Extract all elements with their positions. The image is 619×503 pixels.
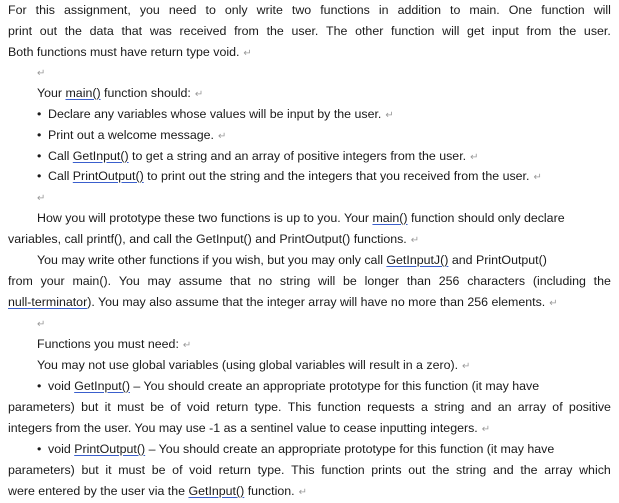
paragraph-mark: ↵ [533, 172, 542, 183]
text-run: Functions you must need: [37, 337, 179, 351]
paragraph-mark: ↵ [37, 193, 46, 204]
text-run: function. [244, 484, 295, 498]
word: was [149, 24, 172, 38]
word: parameters) [8, 463, 75, 477]
underlined-term: PrintOutput() [72, 169, 144, 183]
word: the [64, 24, 82, 38]
word: only [224, 3, 248, 17]
word: and [470, 400, 492, 414]
prototype-line-1 [37, 208, 565, 229]
text-run: You may write other functions if you wish, but you may only call [37, 253, 387, 267]
getinput-desc-line-3 [8, 418, 490, 440]
word: function [391, 24, 435, 38]
word: of [172, 463, 183, 477]
bullet-icon: • [37, 149, 42, 163]
text-run: integers from the user. You may use -1 as a sentinel value to cease inputting integers. [8, 421, 478, 435]
word: will [318, 274, 336, 288]
empty-paragraph [37, 313, 45, 335]
word: get [467, 24, 485, 38]
paragraph-mark: ↵ [217, 131, 227, 142]
word: string [279, 274, 311, 288]
main-should-heading [37, 83, 203, 105]
text-run: Call [48, 169, 73, 183]
bullet-item-declare [37, 104, 394, 126]
word: must [118, 463, 146, 477]
word: this [35, 3, 55, 17]
text-run: Call [48, 149, 73, 163]
word: of [170, 400, 181, 414]
text-run: function should: [100, 86, 191, 100]
word: to [450, 3, 461, 17]
word: it [105, 463, 112, 477]
word: user. [291, 24, 319, 38]
word: return [215, 400, 249, 414]
word: void [186, 400, 210, 414]
text-run: How you will prototype these two functions is up to you. Your [37, 211, 373, 225]
word: your [40, 274, 65, 288]
intro-line-1 [8, 0, 611, 21]
word: addition [397, 3, 441, 17]
word: and [492, 463, 514, 477]
empty-paragraph [37, 62, 45, 84]
word: requests [367, 400, 415, 414]
bullet-item-welcome [37, 125, 226, 147]
word: string [434, 400, 465, 414]
word: in [378, 3, 389, 17]
bullet-icon: • [37, 169, 42, 183]
word: functions [320, 3, 370, 17]
word: may [147, 274, 171, 288]
word: This [291, 463, 315, 477]
other-functions-line-1 [37, 250, 547, 271]
text-run: Both functions must have return type void. [8, 45, 240, 59]
word: the [559, 24, 577, 38]
paragraph-mark: ↵ [37, 68, 46, 79]
text-run: – You should create an appropriate prototype for this function (it may have [145, 442, 555, 456]
getinput-desc-line-2 [8, 397, 611, 418]
text-run: Your [37, 86, 66, 100]
word: array [517, 400, 547, 414]
word: that [229, 274, 251, 288]
text-run: ). You may also assume that the integer array will have no more than 256 elements. [87, 295, 546, 309]
word: from [8, 274, 33, 288]
word: For [8, 3, 27, 17]
text-run: to get a string and an array of positive integers from the user. [128, 149, 467, 163]
word: other [355, 24, 384, 38]
text-run: Print out a welcome message. [48, 128, 214, 142]
other-functions-line-2 [8, 271, 611, 292]
word: to [205, 3, 216, 17]
word: data [89, 24, 114, 38]
word: function [317, 400, 361, 414]
bullet-icon: • [37, 379, 42, 393]
paragraph-mark: ↵ [182, 340, 192, 351]
word: (including [532, 274, 586, 288]
word: out [39, 24, 58, 38]
word: the [266, 24, 284, 38]
word: need [168, 3, 197, 17]
paragraph-mark: ↵ [243, 48, 252, 59]
paragraph-mark: ↵ [385, 110, 394, 121]
word: function [541, 3, 585, 17]
bullet-item-printoutput [37, 166, 542, 188]
word: parameters) [8, 400, 75, 414]
word: received [179, 24, 227, 38]
paragraph-mark: ↵ [298, 487, 307, 498]
word: user. [583, 24, 611, 38]
underlined-term: GetInput() [72, 149, 129, 163]
word: from [526, 24, 552, 38]
bullet-icon: • [37, 442, 42, 456]
word: the [432, 463, 450, 477]
underlined-term: GetInput() [74, 379, 130, 393]
text-run: You may not use global variables (using global variables will result in a zero). [37, 358, 459, 372]
word: return [218, 463, 251, 477]
text-run: Declare any variables whose values will be input by the user. [48, 107, 382, 121]
paragraph-mark: ↵ [549, 298, 558, 309]
word: you [139, 3, 160, 17]
empty-paragraph [37, 187, 45, 209]
text-run: and PrintOutput() [448, 253, 547, 267]
underlined-term: null-terminator [8, 295, 88, 309]
bullet-icon: • [37, 107, 42, 121]
text-run: void [48, 379, 75, 393]
word: assume [178, 274, 223, 288]
word: main(). [72, 274, 112, 288]
paragraph-mark: ↵ [462, 361, 471, 372]
word: two [291, 3, 312, 17]
text-run: were entered by the user via the [8, 484, 189, 498]
paragraph-mark: ↵ [481, 424, 491, 435]
underlined-term: GetInputJ() [386, 253, 449, 267]
printoutput-desc-line-2 [8, 460, 611, 481]
word: be [151, 463, 166, 477]
word: string [456, 463, 487, 477]
word: The [326, 24, 348, 38]
bullet-item-getinput [37, 146, 478, 168]
word: assignment, [63, 3, 131, 17]
paragraph-mark: ↵ [37, 319, 46, 330]
word: input [491, 24, 519, 38]
word: but [81, 400, 99, 414]
word: of [552, 400, 563, 414]
word: prints [371, 463, 402, 477]
word: a [420, 400, 428, 414]
getinput-desc-line-1 [37, 376, 539, 397]
paragraph-mark: ↵ [194, 89, 204, 100]
word: out [408, 463, 426, 477]
word: from [234, 24, 259, 38]
underlined-term: main() [65, 86, 101, 100]
bullet-icon: • [37, 128, 42, 142]
word: 256 [438, 274, 460, 288]
printoutput-desc-line-1 [37, 439, 554, 460]
word: You [118, 274, 140, 288]
word: it [104, 400, 111, 414]
text-run: to print out the string and the integers that you received from the user. [143, 169, 530, 183]
other-functions-line-3 [8, 292, 558, 314]
word: the [593, 274, 611, 288]
word: characters [467, 274, 526, 288]
word: will [442, 24, 460, 38]
word: print [8, 24, 33, 38]
functions-heading [37, 334, 191, 356]
word: the [520, 463, 538, 477]
word: void [189, 463, 212, 477]
word: no [258, 274, 273, 288]
word: type. [254, 400, 282, 414]
word: which [579, 463, 611, 477]
word: main. [469, 3, 500, 17]
paragraph-mark: ↵ [410, 235, 420, 246]
printoutput-desc-line-3 [8, 481, 307, 503]
underlined-term: PrintOutput() [74, 442, 146, 456]
underlined-term: main() [372, 211, 408, 225]
word: longer [364, 274, 400, 288]
word: be [150, 400, 165, 414]
word: One [508, 3, 533, 17]
prototype-line-2 [8, 229, 419, 251]
word: positive [568, 400, 611, 414]
text-run: – You should create an appropriate prototype for this function (it may have [129, 379, 540, 393]
text-run: function should only declare [407, 211, 565, 225]
word: will [593, 3, 611, 17]
word: be [343, 274, 357, 288]
word: but [81, 463, 99, 477]
intro-line-2 [8, 21, 611, 42]
word: an [497, 400, 512, 414]
word: must [117, 400, 144, 414]
underlined-term: GetInput() [188, 484, 245, 498]
word: function [321, 463, 365, 477]
word: type. [257, 463, 285, 477]
intro-line-3 [8, 42, 252, 64]
no-global-variables [37, 355, 470, 377]
text-run: void [48, 442, 75, 456]
word: This [287, 400, 312, 414]
word: array [544, 463, 573, 477]
word: than [406, 274, 431, 288]
word: write [256, 3, 283, 17]
text-run: variables, call printf(), and call the GetInput() and PrintOutput() functions. [8, 232, 407, 246]
paragraph-mark: ↵ [470, 152, 479, 163]
word: that [121, 24, 143, 38]
